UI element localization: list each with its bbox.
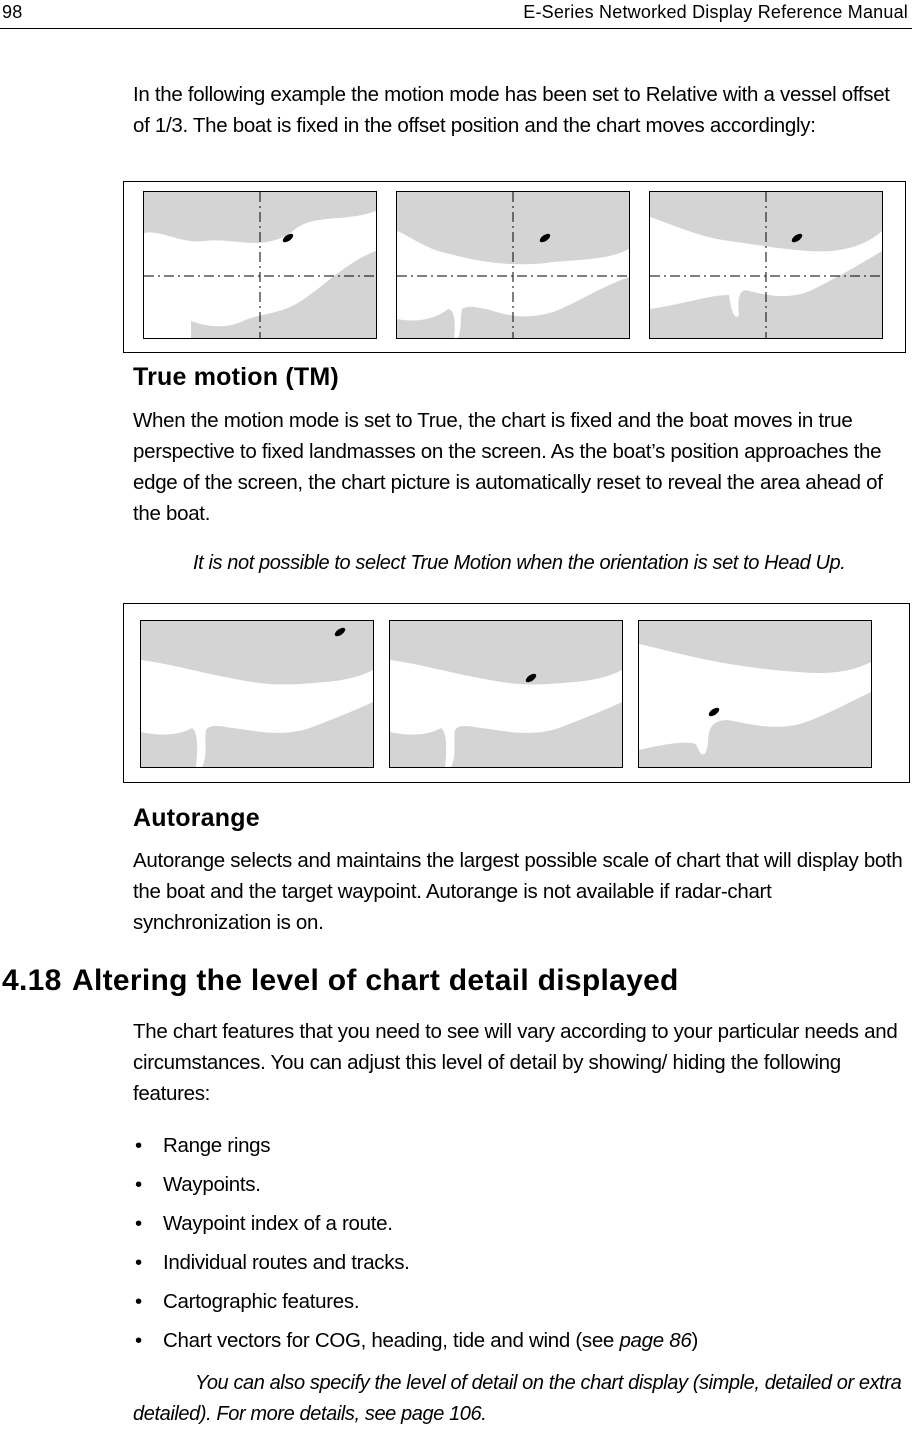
autorange-paragraph: Autorange selects and maintains the largest possible scale of chart that will display both the boat and the target waypoint. Autorange is not available if radar-chart synchronization is on. — [133, 849, 903, 934]
true-motion-figure — [123, 603, 910, 783]
chart-panel-3 — [649, 191, 883, 339]
tm-chart-panel-1 — [140, 620, 374, 768]
bullet-icon: • — [135, 1251, 142, 1274]
bullet-icon: • — [135, 1173, 142, 1196]
bullet-icon: • — [135, 1212, 142, 1235]
page-86-link[interactable]: page 86 — [619, 1329, 692, 1352]
bullet-icon: • — [135, 1329, 142, 1352]
list-item: • Cartographic features. — [133, 1286, 905, 1325]
bullet-icon: • — [135, 1290, 142, 1313]
list-item: • Waypoint index of a route. — [133, 1208, 905, 1247]
list-item: • Individual routes and tracks. — [133, 1247, 905, 1286]
list-item: • Range rings — [133, 1130, 905, 1169]
true-motion-heading: True motion (TM) — [133, 363, 339, 391]
list-item: • Waypoints. — [133, 1169, 905, 1208]
section-heading — [2, 964, 679, 998]
header-rule — [0, 28, 912, 29]
chart-panel-1 — [143, 191, 377, 339]
manual-title: E-Series Networked Display Reference Manual — [523, 2, 908, 22]
feature-list — [133, 1130, 905, 1364]
tm-chart-panel-2 — [389, 620, 623, 768]
section-number: 4.18 — [2, 964, 62, 997]
intro-paragraph: In the following example the motion mode has been set to Relative with a vessel offset of 1/3. The boat is fixed in the offset position and the chart moves accordingly: — [133, 83, 890, 137]
relative-motion-figure — [123, 181, 906, 353]
detail-level-note: You can also specify the level of detail on the chart display (simple, detailed or extra detailed). For more details, see page 106. — [133, 1372, 902, 1425]
list-item: • Chart vectors for COG, heading, tide and wind (see page 86) — [133, 1325, 905, 1364]
section-title: Altering the level of chart detail displayed — [72, 964, 679, 997]
true-motion-note: It is not possible to select True Motion when the orientation is set to Head Up. — [193, 552, 846, 574]
page-number: 98 — [2, 2, 23, 22]
bullet-icon: • — [135, 1134, 142, 1157]
chart-panel-2 — [396, 191, 630, 339]
autorange-heading: Autorange — [133, 804, 260, 832]
true-motion-paragraph: When the motion mode is set to True, the chart is fixed and the boat moves in true perspective to fixed landmasses on the screen. As the boat’s position approaches the edge of the screen, the chart picture is automatically reset to reveal the area ahead of the boat. — [133, 409, 883, 525]
section-paragraph: The chart features that you need to see will vary according to your particular needs and circumstances. You can adjust this level of detail by showing/ hiding the following features: — [133, 1020, 898, 1105]
tm-chart-panel-3 — [638, 620, 872, 768]
